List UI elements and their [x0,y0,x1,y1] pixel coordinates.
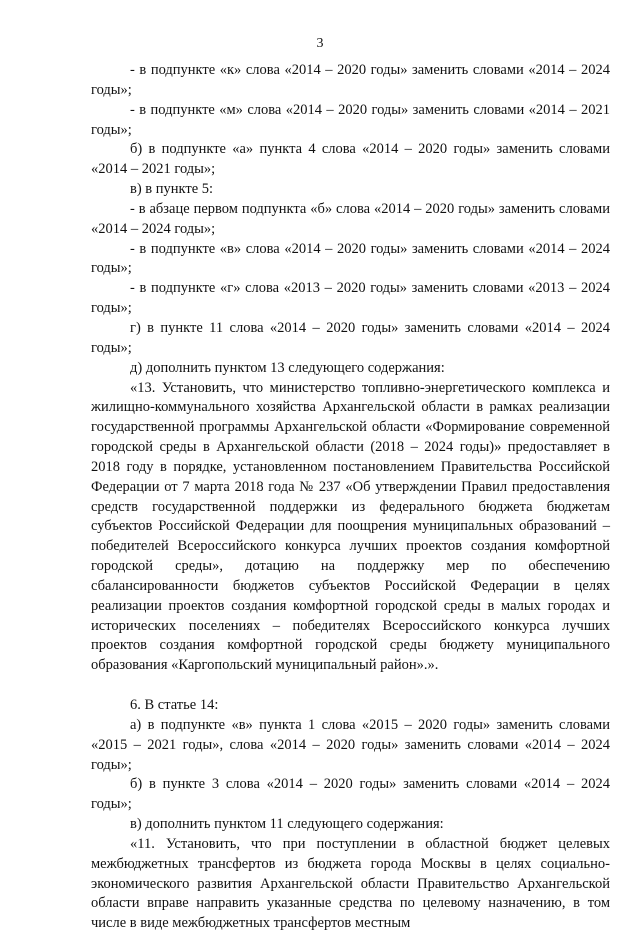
paragraph-article14-v: в) дополнить пунктом 11 следующего содержания: [130,816,444,833]
paragraph-clause-13: «13. Установить, что министерство топливно-энергетического комплекса и жилищно-коммунального хозяйства Архангельской области в рамках реализации государственной программы Архангельской области «Формирование современной городской среды в Архангельской области (2018 – 2024 годы)» предоставляет в 2018 году в порядке, установленном постановлением Правительства Российской Федерации от 7 марта 2018 года № 237 «Об утверждении Правил предоставления средств государственной поддержки из федерального бюджета бюджетам субъектов Российской Федерации для поощрения муниципальных образований – победителей Всероссийского конкурса лучших проектов создания комфортной городской среды», дотацию на поддержку мер по обеспечению сбалансированности бюджетов субъектов Российской Федерации в целях реализации проектов создания комфортной городской среды в малых городах и исторических поселениях – победителях Всероссийского конкурса лучших проектов создания комфортной городской среды бюджету муниципального образования «Каргопольский муниципальный район».». [91,379,610,674]
paragraph-item-v: в) в пункте 5: [130,181,214,198]
page-number: 3 [316,36,324,51]
paragraph-item-b: б) в подпункте «а» пункта 4 слова «2014 – 2020 годы» заменить словами «2014 – 2021 годы»; [91,141,610,178]
paragraph-amend-m: - в подпункте «м» слова «2014 – 2020 годы» заменить словами «2014 – 2021 годы»; [91,101,610,138]
paragraph-amend-v: - в подпункте «в» слова «2014 – 2020 годы» заменить словами «2014 – 2024 годы»; [91,240,610,277]
paragraph-article14-b: б) в пункте 3 слова «2014 – 2020 годы» заменить словами «2014 – 2024 годы»; [91,776,610,813]
paragraph-amend-b-first: - в абзаце первом подпункта «б» слова «2014 – 2020 годы» заменить словами «2014 – 2024 годы»; [91,200,610,237]
paragraph-amend-g: - в подпункте «г» слова «2013 – 2020 годы» заменить словами «2013 – 2024 годы»; [91,280,610,317]
paragraph-item-d: д) дополнить пунктом 13 следующего содержания: [130,359,445,376]
paragraph-article14-a: а) в подпункте «в» пункта 1 слова «2015 – 2020 годы» заменить словами «2015 – 2021 годы», слова «2014 – 2020 годы» заменить словами «2014 – 2024 годы»; [91,716,610,773]
document-body [91,61,610,934]
paragraph-clause-11: «11. Установить, что при поступлении в областной бюджет целевых межбюджетных трансфертов из бюджета города Москвы в целях социально-экономического развития Архангельской области Правительство Архангельской области вправе направить указанные средства по целевому назначению, в том числе в виде межбюджетных трансфертов местным [91,835,610,932]
paragraph-amend-k: - в подпункте «к» слова «2014 – 2020 годы» заменить словами «2014 – 2024 годы»; [91,62,610,98]
paragraph-item-g: г) в пункте 11 слова «2014 – 2020 годы» заменить словами «2014 – 2024 годы»; [91,319,610,356]
section-heading-article-14: 6. В статье 14: [130,697,219,713]
